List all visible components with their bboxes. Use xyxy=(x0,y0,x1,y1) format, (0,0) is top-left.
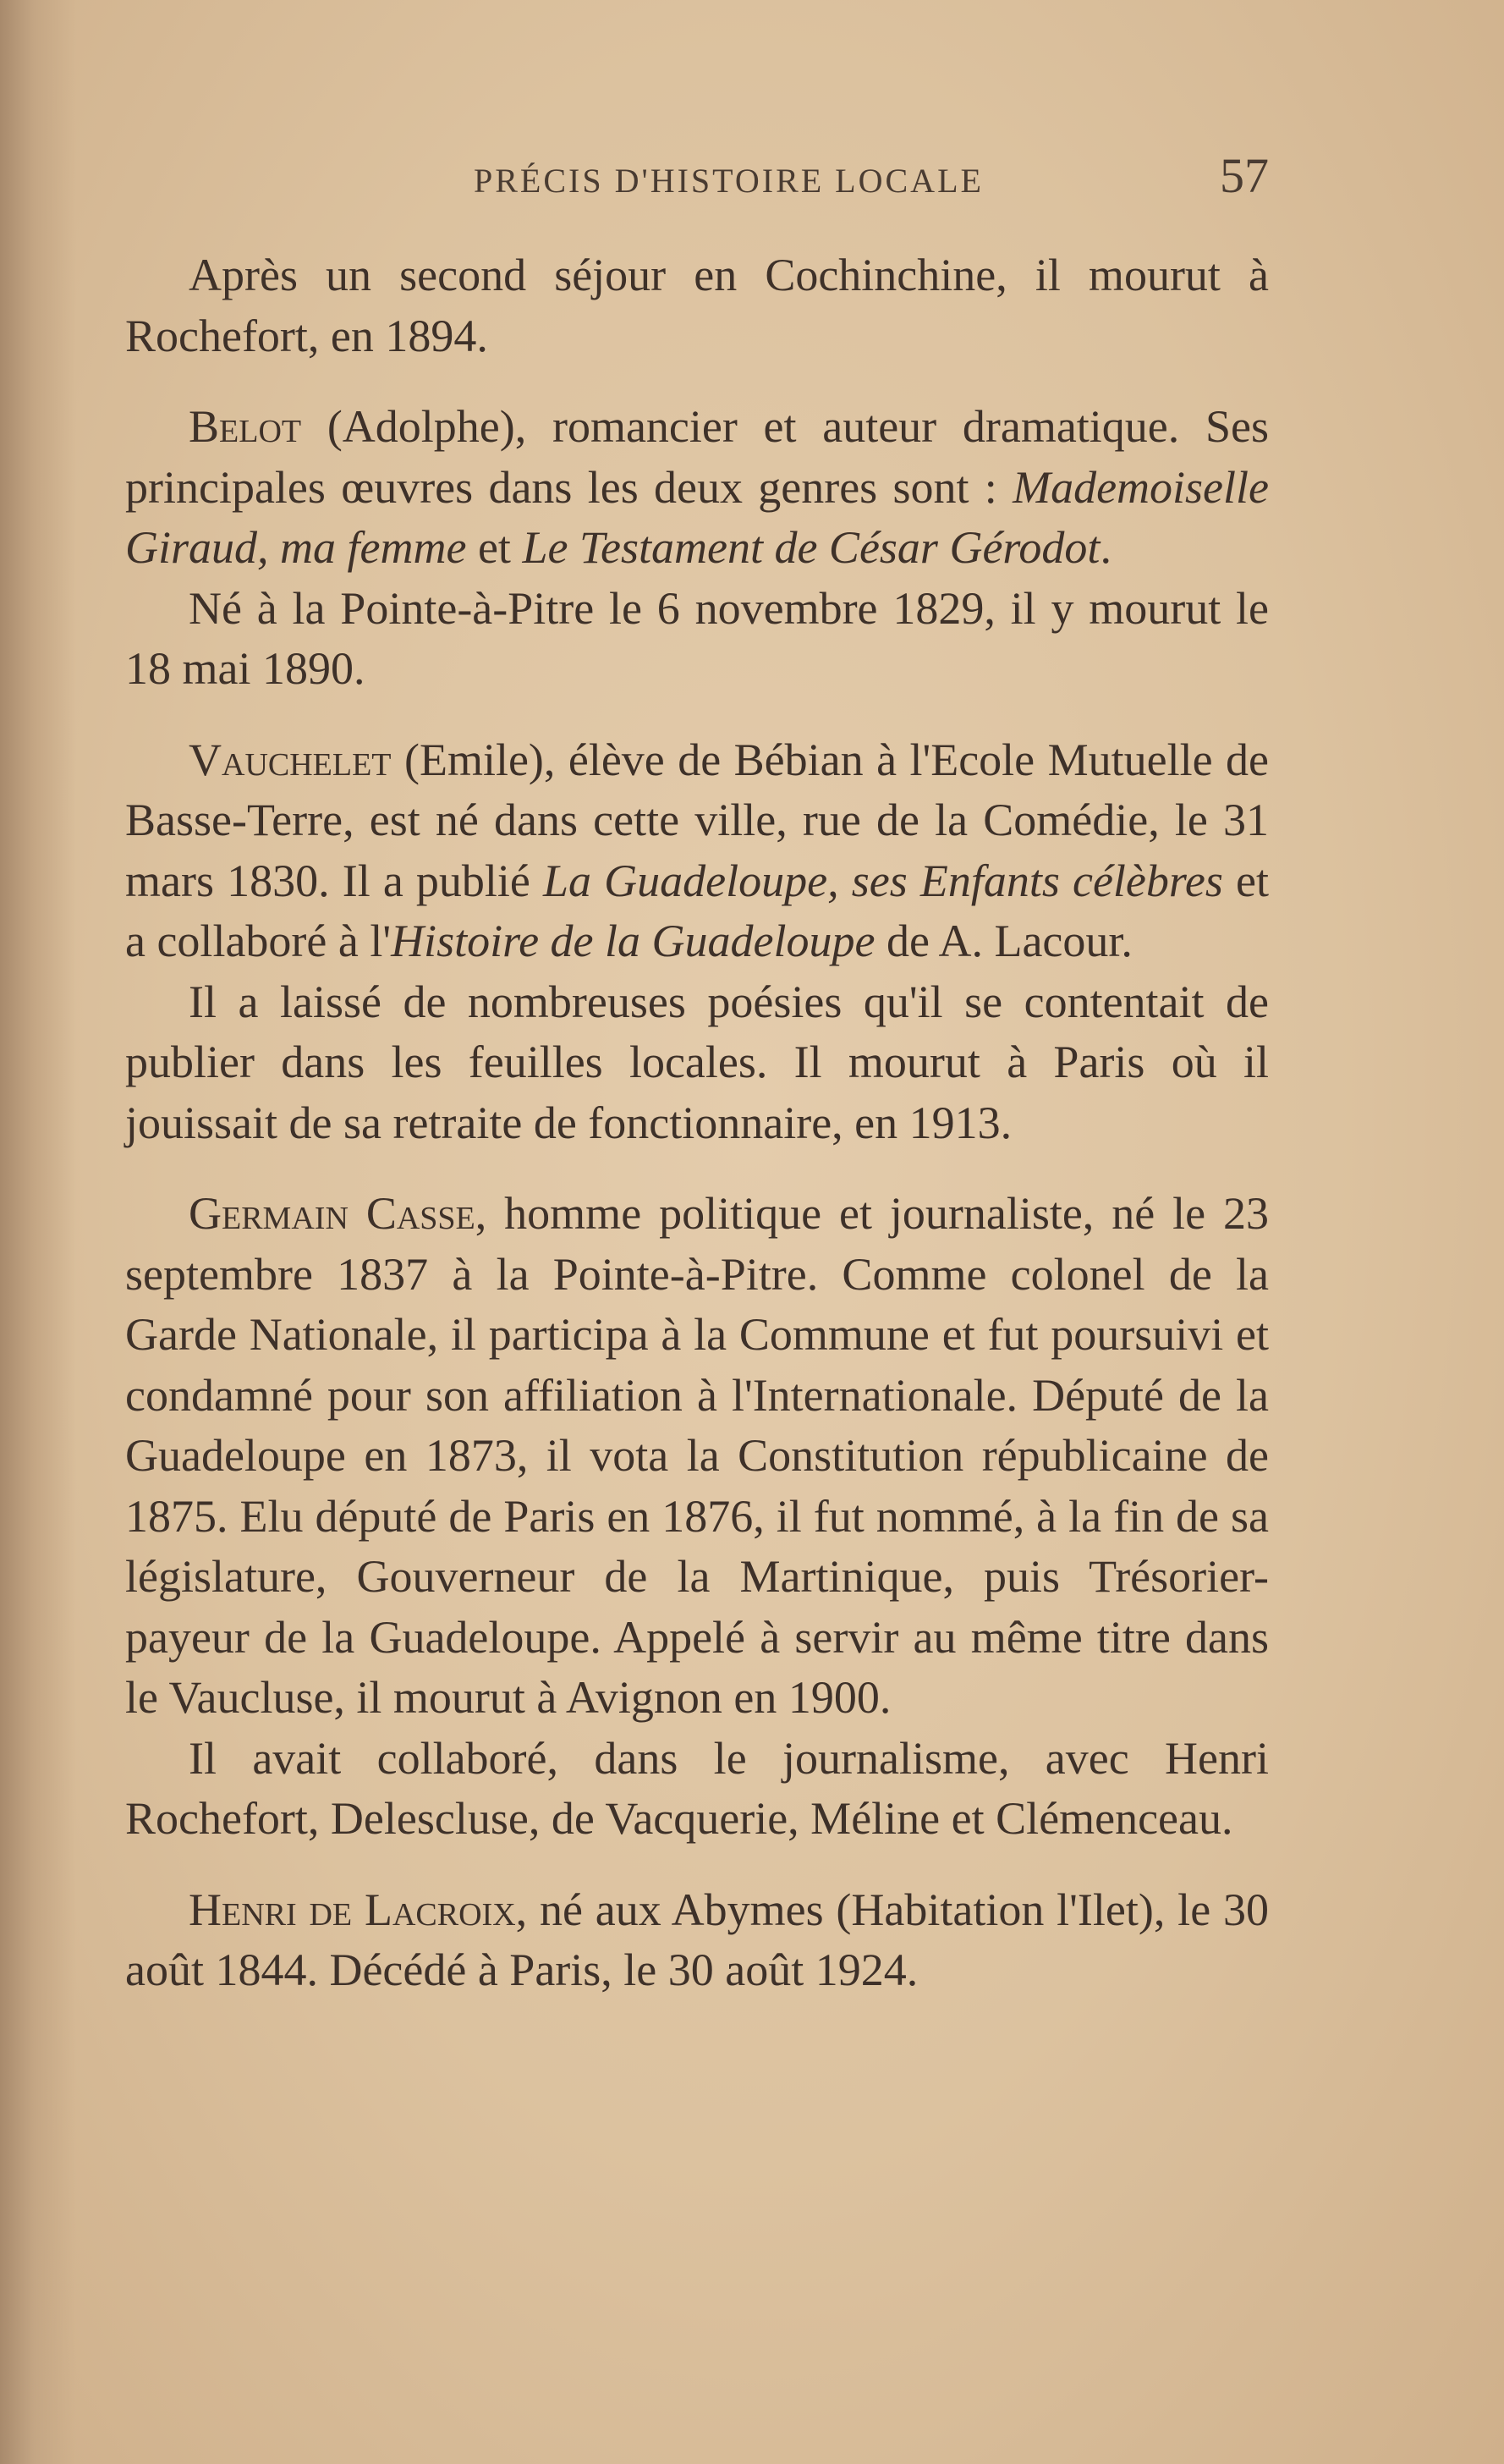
entry-text: (Emile), élève de Bébian à l'Ecole Mutuelle de Basse-Terre, est né dans cette ville, rue de la Comédie, le 31 mars 1830. Il a publié xyxy=(125,734,1269,906)
work-title: La Guadeloupe, ses Enfants célèbres xyxy=(543,855,1223,906)
entry-text: et a collaboré à l' xyxy=(125,855,1269,966)
page-number: 57 xyxy=(1220,148,1269,203)
running-header xyxy=(127,148,1269,212)
paragraph-vauchelet-poetry xyxy=(125,972,1269,1154)
entry-text: . xyxy=(1100,522,1112,573)
entry-text: et xyxy=(466,522,523,573)
paragraph-cochinchine xyxy=(125,245,1269,366)
person-first-name: Germain xyxy=(189,1188,349,1239)
paragraph-text: Après un second séjour en Cochinchine, il mourut à Rochefort, en 1894. xyxy=(125,250,1269,361)
entry-vauchelet xyxy=(125,730,1269,972)
entry-henri-de-lacroix xyxy=(125,1880,1269,2001)
entry-text: de A. Lacour. xyxy=(875,916,1133,966)
name-separator xyxy=(349,1188,366,1239)
person-name: Belot xyxy=(189,401,302,452)
paragraph-belot-birth xyxy=(125,579,1269,700)
work-title: Le Testament de César Gérodot xyxy=(522,522,1101,573)
paragraph-text: Il a laissé de nombreuses poésies qu'il se contentait de publier dans les feuilles locales. Il mourut à Paris où il jouissait de sa retraite de fonctionnaire, en 1913. xyxy=(125,976,1269,1148)
body-text xyxy=(125,245,1269,2001)
person-name: Henri de Lacroix xyxy=(189,1884,516,1935)
entry-text: , homme politique et journaliste, né le 23 septembre 1837 à la Pointe-à-Pitre. Comme colonel de la Garde Nationale, il participa à la Commune et fut poursuivi et condamné pour son affiliation à l'Internationale. Député de la Guadeloupe en 1873, il vota la Constitution républicaine de 1875. Elu député de Paris en 1876, il fut nommé, à la fin de sa législature, Gouverneur de la Martinique, puis Trésorier-payeur de la Guadeloupe. Appelé à servir au même titre dans le Vaucluse, il mourut à Avignon en 1900. xyxy=(125,1188,1269,1723)
entry-germain-casse xyxy=(125,1184,1269,1729)
page-binding-edge xyxy=(0,0,76,2464)
person-last-name: Casse xyxy=(365,1188,475,1239)
work-title: Histoire de la Guadeloupe xyxy=(391,916,876,966)
entry-text: , né aux Abymes (Habitation l'Ilet), le 30 août 1844. Décédé à Paris, le 30 août 1924. xyxy=(125,1884,1269,1995)
entry-belot xyxy=(125,397,1269,579)
paragraph-casse-journalism xyxy=(125,1729,1269,1850)
paragraph-text: Né à la Pointe-à-Pitre le 6 novembre 1829, il y mourut le 18 mai 1890. xyxy=(125,582,1269,694)
work-title: Mademoiselle Giraud, ma femme xyxy=(125,461,1269,573)
paragraph-text: Il avait collaboré, dans le journalisme, avec Henri Rochefort, Delescluse, de Vacquerie, Méline et Clémenceau. xyxy=(125,1732,1269,1844)
running-title: PRÉCIS D'HISTOIRE LOCALE xyxy=(474,162,984,200)
entry-text: (Adolphe), romancier et auteur dramatique. Ses principales œuvres dans les deux genres sont : xyxy=(125,401,1269,513)
person-name: Vauchelet xyxy=(189,734,392,785)
